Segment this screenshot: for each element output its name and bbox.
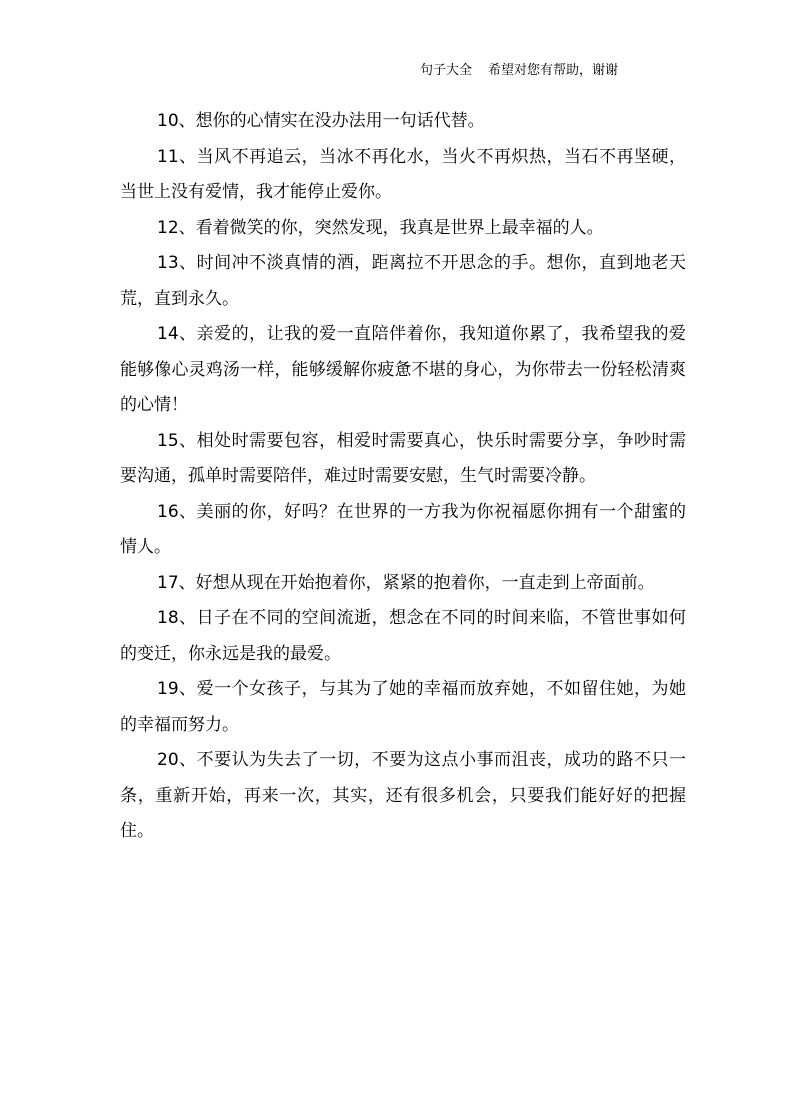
paragraph-18: 18、日子在不同的空间流逝，想念在不同的时间来临，不管世事如何的变迁，你永远是我的最爱。 [120, 608, 686, 664]
paragraph-15: 15、相处时需要包容，相爱时需要真心，快乐时需要分享，争吵时需要沟通，孤单时需要陪伴，难过时需要安慰，生气时需要冷静。 [120, 430, 686, 486]
paragraph-17: 17、好想从现在开始抱着你，紧紧的抱着你，一直走到上帝面前。 [157, 572, 655, 593]
document-body [120, 104, 686, 850]
paragraph-14: 14、亲爱的，让我的爱一直陪伴着你，我知道你累了，我希望我的爱能够像心灵鸡汤一样，能够缓解你疲惫不堪的身心，为你带去一份轻松清爽的心情！ [120, 324, 686, 415]
paragraph-11: 11、当风不再追云，当冰不再化水，当火不再炽热，当石不再坚硬，当世上没有爱情，我才能停止爱你。 [120, 146, 686, 202]
paragraph-10: 10、想你的心情实在没办法用一句话代替。 [157, 111, 485, 131]
header-title: 句子大全 [420, 63, 473, 78]
paragraph-13: 13、时间冲不淡真情的酒，距离拉不开思念的手。想你，直到地老天荒，直到永久。 [120, 253, 686, 309]
paragraph-16: 16、美丽的你，好吗？在世界的一方我为你祝福愿你拥有一个甜蜜的情人。 [120, 501, 686, 557]
paragraph-12: 12、看着微笑的你，突然发现，我真是世界上最幸福的人。 [157, 217, 604, 238]
page-header [420, 62, 618, 80]
paragraph-20: 20、不要认为失去了一切，不要为这点小事而沮丧，成功的路不只一条，重新开始，再来一次，其实，还有很多机会，只要我们能好好的把握住。 [120, 750, 686, 841]
header-note: 希望对您有帮助，谢谢 [488, 63, 619, 78]
paragraph-19: 19、爱一个女孩子，与其为了她的幸福而放弃她，不如留住她，为她的幸福而努力。 [120, 679, 686, 735]
